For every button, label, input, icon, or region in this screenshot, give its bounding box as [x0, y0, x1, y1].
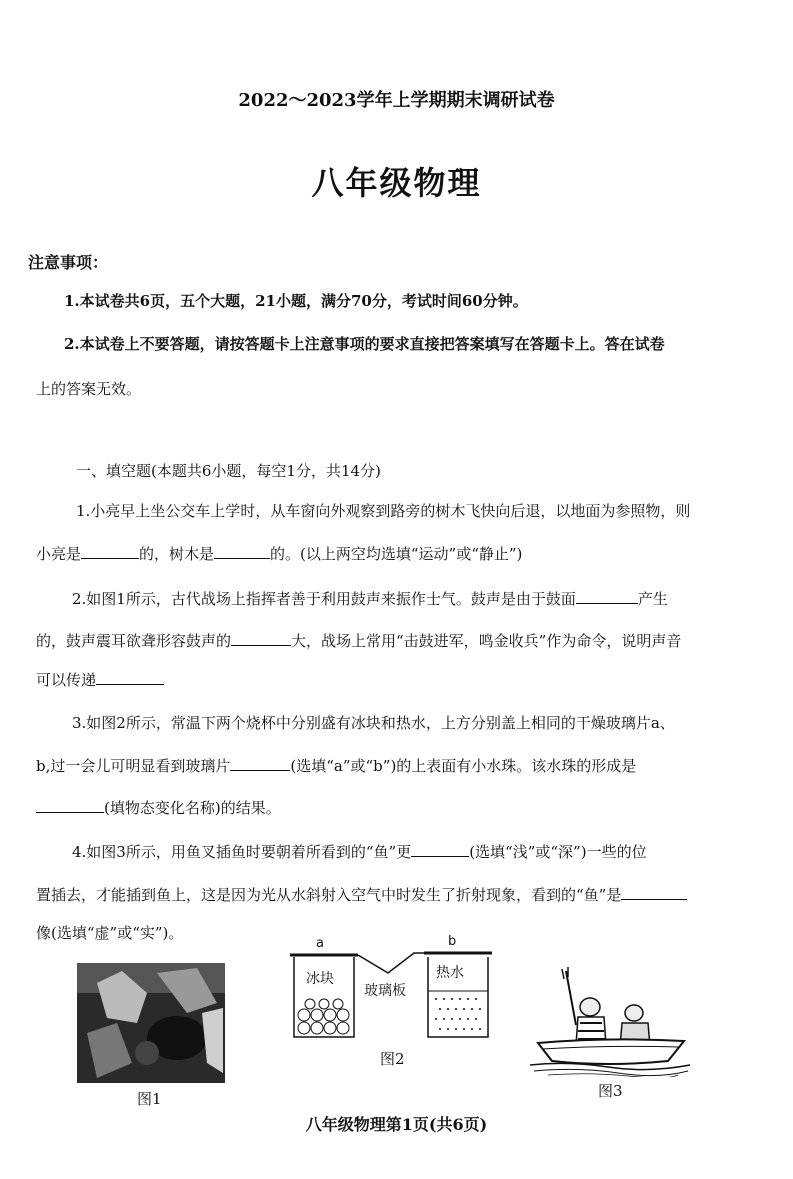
q2-text-d: 大，战场上常用“击鼓进军，鸣金收兵”作为命令，说明声音 — [291, 632, 682, 650]
figure-1-caption: 图1 — [137, 1090, 162, 1108]
figure-3-caption: 图3 — [598, 1082, 623, 1100]
q2-answer-blank-1[interactable] — [576, 589, 638, 604]
q2-answer-blank-3[interactable] — [96, 670, 164, 685]
q3-text-b: (选填“a”或“b”)的上表面有小水珠。该水珠的形成是 — [290, 757, 637, 775]
question-4-line-1 — [72, 841, 647, 862]
q4-answer-blank-1[interactable] — [411, 842, 469, 857]
q4-text-b: (选填“浅”或“深”)一些的位 — [469, 843, 647, 861]
q2-text-a: 2.如图1所示，古代战场上指挥者善于利用鼓声来振作士气。鼓声是由于鼓面 — [72, 590, 576, 608]
figure-1-drum-image — [77, 963, 225, 1083]
question-4-line-3: 像(选填“虚”或“实”)。 — [36, 924, 184, 942]
figure-2-beakers-diagram — [286, 933, 496, 1051]
q1-text-c: 的。(以上两空均选填“运动”或“静止”) — [270, 545, 523, 563]
q2-text-b: 产生 — [637, 590, 668, 608]
q4-answer-blank-2[interactable] — [621, 885, 687, 900]
notice-item-1: 1.本试卷共6页，五个大题，21小题，满分70分，考试时间60分钟。 — [64, 292, 528, 310]
ice-cubes — [298, 999, 349, 1034]
glass-label-a: a — [316, 936, 324, 951]
q4-text-c: 置插去，才能插到鱼上，这是因为光从水斜射入空气中时发生了折射现象，看到的“鱼”是 — [36, 886, 622, 904]
q3-answer-blank-2[interactable] — [36, 798, 104, 813]
glass-board-label: 玻璃板 — [364, 983, 406, 999]
q4-text-a: 4.如图3所示，用鱼叉插鱼时要朝着所看到的“鱼”更 — [72, 843, 412, 861]
person-1-head — [580, 998, 600, 1016]
notice-item-2-line-2: 上的答案无效。 — [36, 380, 142, 398]
q2-text-c: 的，鼓声震耳欲聋形容鼓声的 — [36, 632, 232, 650]
question-3-line-2 — [36, 755, 636, 776]
question-3-line-1: 3.如图2所示，常温下两个烧杯中分别盛有冰块和热水，上方分别盖上相同的干燥玻璃片a、 — [72, 714, 675, 732]
question-2-line-3 — [36, 669, 164, 690]
beaker-ice — [294, 957, 354, 1037]
notice-item-2-line-1: 2.本试卷上不要答题，请按答题卡上注意事项的要求直接把答案填写在答题卡上。答在试卷 — [64, 335, 665, 353]
q2-text-e: 可以传递 — [36, 671, 97, 689]
question-4-line-2 — [36, 884, 687, 905]
figure-3-fishing-boat-image — [528, 965, 692, 1077]
ice-label: 冰块 — [306, 971, 334, 987]
question-2-line-2 — [36, 630, 681, 651]
q2-answer-blank-2[interactable] — [231, 631, 291, 646]
q3-text-c: (填物态变化名称)的结果。 — [104, 799, 281, 817]
boat-icon — [538, 1039, 684, 1064]
page-footer: 八年级物理第1页(共6页) — [305, 1115, 488, 1134]
exam-subtitle: 2022～2023学年上学期期末调研试卷 — [238, 90, 555, 111]
q1-answer-blank-1[interactable] — [81, 544, 139, 559]
hot-water-dots — [435, 998, 481, 1030]
hot-water-label: 热水 — [436, 965, 464, 981]
q1-text-b: 的，树木是 — [139, 545, 215, 563]
section-1-heading: 一、填空题(本题共6小题，每空1分，共14分) — [76, 462, 381, 480]
q3-text-a: b,过一会儿可明显看到玻璃片 — [36, 757, 231, 775]
question-1-line-1: 1.小亮早上坐公交车上学时，从车窗向外观察到路旁的树木飞快向后退，以地面为参照物，则 — [76, 502, 691, 520]
fish-spear-icon — [566, 971, 576, 1025]
q3-answer-blank-1[interactable] — [230, 756, 290, 771]
figure-2-caption: 图2 — [380, 1050, 405, 1068]
question-3-line-3 — [36, 797, 281, 818]
question-2-line-1 — [72, 588, 668, 609]
glass-board-line — [358, 953, 424, 973]
q1-text-a: 小亮是 — [36, 545, 82, 563]
glass-label-b: b — [448, 934, 457, 949]
question-1-line-2 — [36, 543, 522, 564]
q1-answer-blank-2[interactable] — [214, 544, 270, 559]
exam-title: 八年级物理 — [311, 164, 482, 202]
notice-heading: 注意事项： — [28, 253, 109, 272]
person-2-head — [625, 1005, 643, 1021]
